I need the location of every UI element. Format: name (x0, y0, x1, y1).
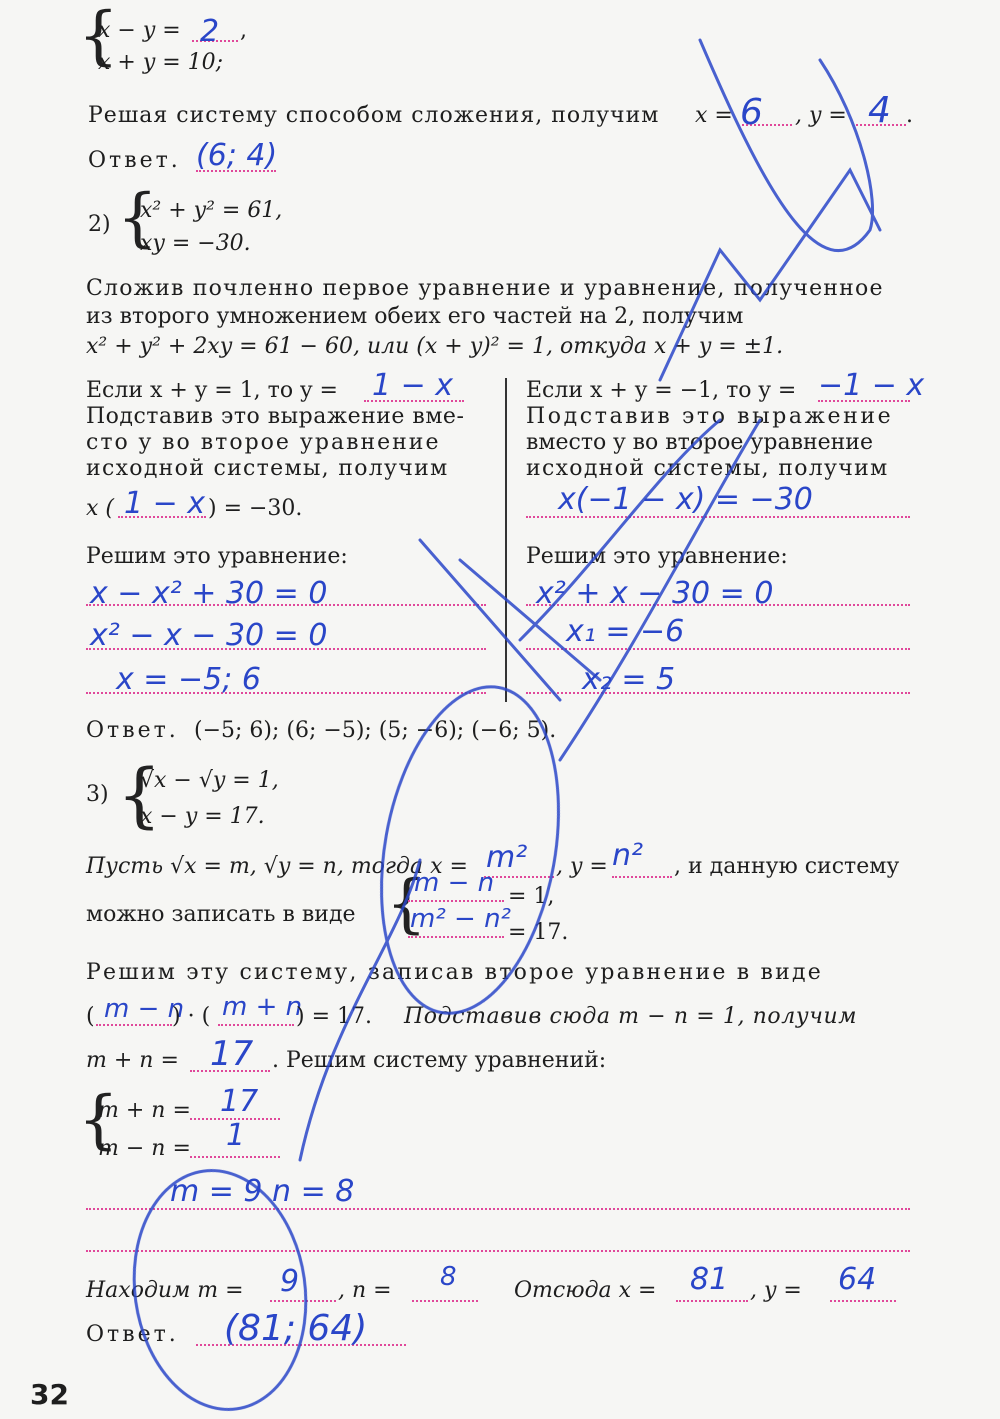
brace-p3-mn: { (78, 1083, 119, 1157)
brace-p3-sys: { (386, 867, 427, 941)
right-l3: вместо y во второе уравнение (526, 430, 873, 455)
hw-n: 8 (440, 1262, 457, 1292)
p3-find-n: , n = (338, 1278, 392, 1303)
p2-eq2: xy = −30. (140, 231, 251, 256)
p3-mpn: m + n = (86, 1048, 179, 1073)
left-l3: сто y во второе уравнение (86, 430, 441, 455)
hw-y1: 4 (868, 90, 891, 131)
hw-a1: 2 (200, 14, 220, 49)
hw-n-sub: n² (612, 838, 644, 873)
p3-mpn-tail: . Решим систему уравнений: (272, 1048, 607, 1073)
hw-mn: m = 9 n = 8 (170, 1174, 355, 1209)
p3-s2: m − n = (98, 1136, 191, 1161)
p3-solve1: Решим эту систему, записав второе уравнение в виде (86, 960, 823, 985)
answer-3-label: Ответ. (86, 1322, 179, 1347)
p2-number: 2) (88, 212, 111, 237)
sys1-eq1-tail: , (240, 18, 247, 43)
left-l1: Если x + y = 1, то y = (86, 378, 338, 403)
p2-eq1: x² + y² = 61, (140, 198, 283, 223)
p3-subst: Подставив сюда m − n = 1, получим (404, 1004, 858, 1029)
brace-p3: { (117, 754, 162, 836)
hw-mmn: 1 (226, 1118, 246, 1153)
p3-paren-b: ) · ( (172, 1004, 211, 1029)
left-l5b: ) = −30. (208, 496, 303, 521)
hw-y: 64 (838, 1262, 877, 1297)
scribble-check-top (660, 170, 880, 380)
left-l6: Решим это уравнение: (86, 544, 348, 569)
p3-s1: m + n = (98, 1098, 191, 1123)
hw-m-sub: m² (486, 840, 528, 875)
p3-number: 3) (86, 782, 109, 807)
hw-left-l2: x² − x − 30 = 0 (90, 618, 328, 653)
p3-eq1: √x − √y = 1, (140, 768, 279, 793)
p3-paren-c: ) = 17. (296, 1004, 372, 1029)
sys1-x-label: x = (695, 103, 733, 128)
hw-x1: 6 (740, 92, 763, 133)
left-l5a: x ( (86, 496, 114, 521)
scribble-cross (420, 540, 600, 700)
scribble-diagonal (520, 420, 720, 640)
page-number: 32 (30, 1378, 69, 1411)
p3-eq2: x − y = 17. (140, 804, 265, 829)
hw-x: 81 (690, 1262, 729, 1297)
p3-write: можно записать в виде (86, 902, 356, 927)
hw-left-l1: x − x² + 30 = 0 (90, 576, 328, 611)
p3-find: Находим m = (86, 1278, 244, 1303)
p3-e1: = 1, (508, 884, 555, 909)
left-l4: исходной системы, получим (86, 456, 449, 481)
hw-right-l2: x₁ = −6 (566, 614, 685, 649)
answer-2-label: Ответ. (86, 718, 179, 743)
p2-text-l2: из второго умножением обеих его частей на 2, получим (86, 304, 744, 329)
hw-left-l3: x = −5; 6 (116, 662, 261, 697)
p2-text-l3: x² + y² + 2xy = 61 − 60, или (x + y)² = 1, откуда x + y = ±1. (86, 334, 784, 359)
hw-mpn: 17 (220, 1084, 259, 1119)
hw-right-l1: x² + x − 30 = 0 (536, 576, 774, 611)
scribble-long-stroke (700, 40, 873, 251)
hw-xparen: 1 − x (124, 486, 206, 521)
sys1-solve-text: Решая систему способом сложения, получим (88, 103, 660, 128)
p3-y-eq: , y = (556, 854, 608, 879)
hw-p2: m + n (222, 992, 303, 1022)
hw-ans3: (81; 64) (224, 1308, 368, 1349)
hw-sys-a: m − n (414, 868, 495, 898)
p3-let: Пусть √x = m, √y = n, тогда x = (86, 854, 468, 879)
sys1-end: . (906, 103, 913, 128)
brace-p2: { (117, 181, 158, 255)
p3-e2: = 17. (508, 920, 569, 945)
p3-tail: , и данную систему (674, 854, 900, 879)
hw-sum: 17 (210, 1034, 254, 1074)
hw-ans1: (6; 4) (196, 138, 278, 173)
scribble-loop-2 (119, 1159, 321, 1419)
sys1-eq2: x + y = 10; (98, 50, 224, 75)
hw-p1: m − n (104, 994, 185, 1024)
hw-m: 9 (280, 1264, 300, 1299)
right-l6: Решим это уравнение: (526, 544, 788, 569)
right-l1: Если x + y = −1, то y = (526, 378, 797, 403)
brace-sys1: { (78, 0, 119, 73)
sys1-y-label: , y = (795, 103, 847, 128)
left-l2: Подставив это выражение вме- (86, 404, 465, 429)
p2-text-l1: Сложив почленно первое уравнение и уравнение, полученное (86, 276, 884, 301)
right-l4: исходной системы, получим (526, 456, 889, 481)
hw-sys-b: m² − n² (410, 904, 511, 934)
p3-hence: Отсюда x = (514, 1278, 657, 1303)
sys1-eq1: x − y = (98, 18, 181, 43)
answer-2-value: (−5; 6); (6; −5); (5; −6); (−6; 5). (194, 718, 557, 743)
scribble-right-big (560, 420, 760, 760)
answer-1-label: Ответ. (88, 148, 181, 173)
hw-right-eq: x(−1 − x) = −30 (558, 482, 813, 517)
hw-right-l3: x₂ = 5 (582, 662, 676, 697)
scribble-loop-1 (358, 673, 583, 1028)
scribble-vertical (300, 860, 420, 1160)
p3-hence-y: , y = (750, 1278, 802, 1303)
hw-yleft: 1 − x (372, 368, 454, 403)
p3-paren-a: ( (86, 1004, 95, 1029)
hw-yright: −1 − x (818, 368, 925, 403)
right-l2: Подставив это выражение (526, 404, 894, 429)
